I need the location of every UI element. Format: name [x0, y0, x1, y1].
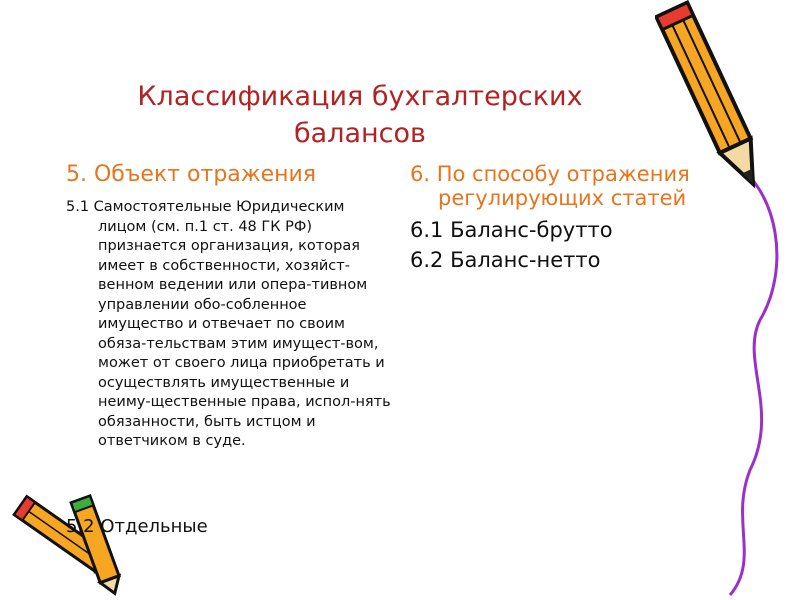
- left-column: [66, 162, 396, 452]
- item-text: Отдельные: [100, 516, 208, 537]
- left-heading: 5. Объект отражения: [66, 162, 317, 187]
- list-item: [410, 246, 770, 274]
- item-text: Баланс-нетто: [450, 248, 601, 272]
- right-heading: 6. По способу отражения регулирующих статей: [410, 162, 690, 210]
- item-number: 6.1: [410, 218, 444, 242]
- list-item: [410, 216, 770, 244]
- item-number: 5.2: [66, 516, 95, 537]
- item-number: 6.2: [410, 248, 444, 272]
- item-text: Баланс-брутто: [450, 218, 613, 242]
- slide-title: Классификация бухгалтерских балансов: [137, 81, 583, 149]
- list-item: [66, 516, 208, 537]
- right-column: [410, 162, 770, 274]
- item-text: Самостоятельные Юридическим лицом (см. п.1 ст. 48 ГК РФ) признается организация, которая имеет в собственности, хозяйст-венном ведении или опера-тивном управлении обо-собленное имущество и отвечает по своим обяза-тельствам этим имущест-вом, может от своего лица приобретать и осуществлять имущественные и неиму-щественные права, испол-нять обязанности, быть истцом и ответчиком в суде.: [93, 199, 391, 449]
- item-number: 5.1: [66, 199, 90, 215]
- pencil-icon: [40, 485, 150, 600]
- list-item: [66, 198, 396, 452]
